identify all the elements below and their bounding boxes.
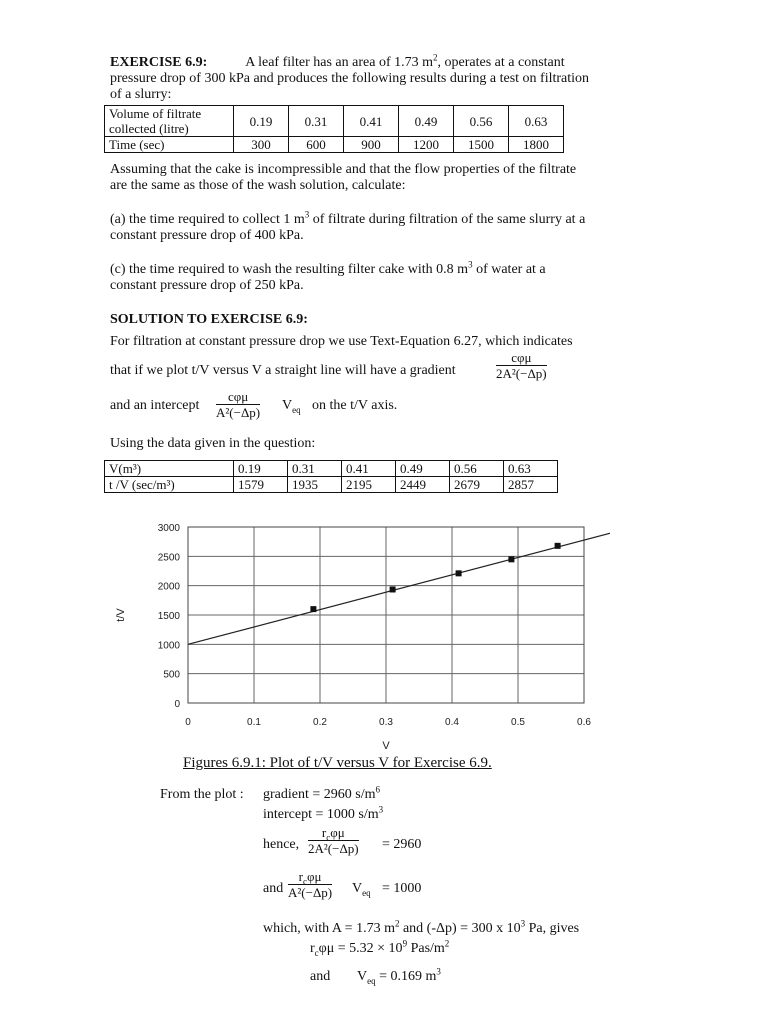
x-tick-label: 0.1 [247, 717, 261, 728]
question-a-line2: constant pressure drop of 400 kPa. [110, 228, 304, 243]
intercept-fraction: cφμ A²(−Δp) [216, 389, 261, 420]
x-tick-label: 0.6 [577, 717, 591, 728]
exercise-intro-line2: pressure drop of 300 kPa and produces the following results during a test on filtration [110, 71, 590, 86]
figure-caption: Figures 6.9.1: Plot of t/V versus V for Exercise 6.9. [183, 755, 492, 771]
eq2-veq: $V_{eq}$ [352, 881, 371, 898]
table-row: Volume of filtrate collected (litre) 0.19 0.31 0.41 0.49 0.56 0.63 [105, 106, 564, 137]
table-row: t /V (sec/m³) 1579 1935 2195 2449 2679 2857 [105, 477, 558, 493]
exercise-intro-line3: of a slurry: [110, 87, 172, 102]
solution-line2: that if we plot t/V versus V a straight line will have a gradient [110, 363, 456, 378]
question-a-line1: (a) the time required to collect 1 $m^3$ of filtrate during filtration of the same slurry at a [110, 209, 586, 227]
hence-label: hence, [263, 837, 300, 852]
from-plot-label: From the plot : [160, 787, 244, 802]
solution-line1: For filtration at constant pressure drop we use Text-Equation 6.27, which indicates [110, 334, 573, 349]
y-tick-label: 500 [163, 669, 180, 681]
data-point [508, 556, 514, 562]
x-tick-label: 0.4 [445, 717, 459, 728]
y-axis-label: t/V [115, 608, 127, 622]
gradient-result: gradient = 2960 $s/m^6$ [263, 784, 380, 802]
solution-line3: and an intercept [110, 398, 200, 413]
x-tick-label: 0.5 [511, 717, 525, 728]
exercise-title: EXERCISE 6.9: [110, 55, 208, 70]
solution-line3-end: on the t/V axis. [312, 398, 398, 413]
data-point [310, 606, 316, 612]
y-tick-label: 0 [174, 699, 180, 710]
veq-result: $V_{eq} = 0.169$ $m^3$ [357, 966, 441, 986]
data-point [456, 570, 462, 576]
gradient-fraction: cφμ 2A²(−Δp) [496, 350, 547, 381]
and-label-2: and [310, 969, 331, 984]
tv-vs-v-chart [110, 515, 610, 750]
intercept-veq: $V_{eq}$ [282, 398, 301, 415]
exercise-intro-line1: EXERCISE 6.9: A leaf filter has an area of 1.73 $m^2$, operates at a constant [110, 52, 565, 70]
using-data-line: Using the data given in the question: [110, 436, 316, 451]
assumption-line2: are the same as those of the wash solution, calculate: [110, 178, 406, 193]
filtrate-data-table [104, 105, 564, 153]
data-point [390, 586, 396, 592]
fit-line [188, 530, 610, 644]
y-tick-label: 1000 [157, 640, 180, 652]
tv-data-table [104, 460, 558, 493]
and-label-1: and [263, 881, 284, 896]
assumption-line1: Assuming that the cake is incompressible and that the flow properties of the filtrate [110, 162, 577, 177]
which-line: which, with A = 1.73 $m^2$ and (-Δp) = 300 x $10^3$ Pa, gives [263, 918, 580, 936]
eq1-rhs: = 2960 [382, 837, 422, 852]
y-tick-label: 2000 [157, 581, 180, 593]
eq1-fraction: $r_c\varphi\mu$ 2A²(−Δp) [308, 825, 359, 856]
data-point [555, 543, 561, 549]
question-c-line2: constant pressure drop of 250 kPa. [110, 278, 304, 293]
table-row: V(m³) 0.19 0.31 0.41 0.49 0.56 0.63 [105, 461, 558, 477]
y-tick-label: 3000 [157, 523, 180, 534]
question-c-line1: (c) the time required to wash the resulting filter cake with 0.8 $m^3$ of water at a [110, 259, 546, 277]
rc-result: $r_c\varphi\mu = 5.32 \times 10^9$ Pas/$m^2$ [310, 938, 450, 958]
x-tick-label: 0.2 [313, 717, 327, 728]
solution-title: SOLUTION TO EXERCISE 6.9: [110, 312, 308, 327]
intercept-result: intercept = 1000 $s/m^3$ [263, 804, 384, 822]
x-axis-label: V [382, 740, 390, 750]
y-tick-label: 2500 [157, 552, 180, 564]
eq2-rhs: = 1000 [382, 881, 422, 896]
x-tick-label: 0 [185, 717, 191, 728]
table-row: Time (sec) 300 600 900 1200 1500 1800 [105, 137, 564, 153]
eq2-fraction: $r_c\varphi\mu$ A²(−Δp) [288, 869, 333, 900]
y-tick-label: 1500 [157, 611, 180, 622]
x-tick-label: 0.3 [379, 717, 393, 728]
